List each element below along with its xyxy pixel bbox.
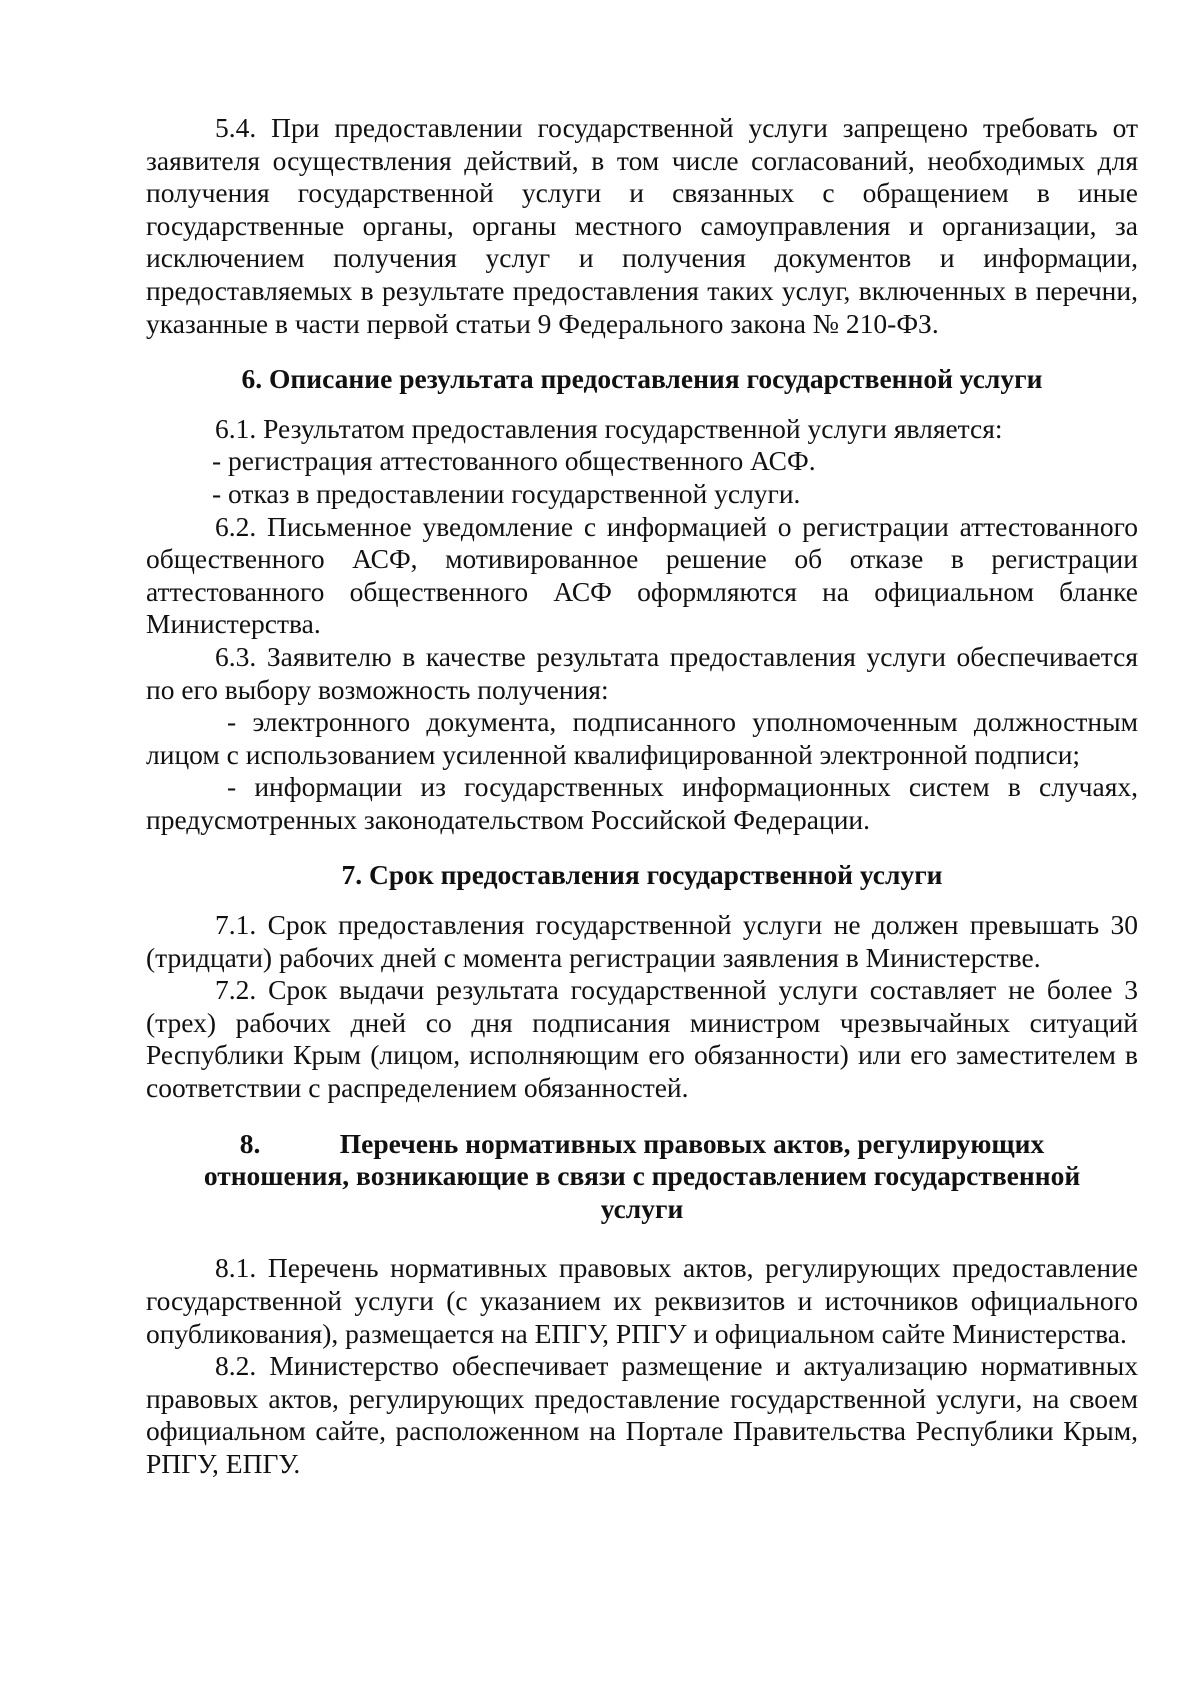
list-item-6-3-b: - информации из государственных информационных систем в случаях, предусмотренных законодательством Российской Федерации. <box>146 771 1138 835</box>
paragraph-6-2: 6.2. Письменное уведомление с информацией о регистрации аттестованного общественного АСФ, мотивированное решение об отказе в регистрации аттестованного общественного АСФ оформляются на официальном бланке Министерства. <box>146 510 1138 640</box>
list-item-6-3-a: - электронного документа, подписанного уполномоченным должностным лицом с использованием усиленной квалифицированной электронной подписи; <box>146 706 1138 770</box>
list-item-6-1-a: - регистрация аттестованного общественного АСФ. <box>212 445 816 477</box>
heading-section-8-text-1: Перечень нормативных правовых актов, регулирующих <box>339 1127 1045 1159</box>
heading-section-8-line3: услуги <box>600 1192 684 1224</box>
paragraph-6-1: 6.1. Результатом предоставления государственной услуги является: <box>215 412 1003 444</box>
paragraph-7-2: 7.2. Срок выдачи результата государственной услуги составляет не более 3 (трех) рабочих дней со дня подписания министром чрезвычайных ситуаций Республики Крым (лицом, исполняющим его обязанности) или его заместителем в соответствии с распределением обязанностей. <box>146 974 1138 1104</box>
paragraph-6-3: 6.3. Заявителю в качестве результата предоставления услуги обеспечивается по его выбору возможность получения: <box>146 640 1138 705</box>
heading-section-8-number: 8. <box>239 1127 261 1159</box>
paragraph-8-1: 8.1. Перечень нормативных правовых актов, регулирующих предоставление государственной услуги (с указанием их реквизитов и источников официального опубликования), размещается на ЕПГУ, РПГУ и официальном сайте Министерства. <box>146 1252 1138 1349</box>
heading-section-8 <box>146 1128 1138 1226</box>
list-item-6-1-b: - отказ в предоставлении государственной услуги. <box>212 477 801 509</box>
paragraph-8-2: 8.2. Министерство обеспечивает размещение и актуализацию нормативных правовых актов, регулирующих предоставление государственной услуги, на своем официальном сайте, расположенном на Портале Правительства Республики Крым, РПГУ, ЕПГУ. <box>146 1350 1138 1479</box>
document-page <box>146 112 1138 1481</box>
paragraph-7-1: 7.1. Срок предоставления государственной услуги не должен превышать 30 (тридцати) рабочих дней с момента регистрации заявления в Министерстве. <box>146 909 1138 973</box>
heading-section-6: 6. Описание результата предоставления государственной услуги <box>241 363 1043 395</box>
heading-section-8-line2: отношения, возникающие в связи с предоставлением государственной <box>203 1160 1081 1192</box>
paragraph-5-4: 5.4. При предоставлении государственной услуги запрещено требовать от заявителя осуществления действий, в том числе согласований, необходимых для получения государственной услуги и связанных с обращением в иные государственные органы, органы местного самоуправления и организации, за исключением получения услуг и получения документов и информации, предоставляемых в результате предоставления таких услуг, включенных в перечни, указанные в части первой статьи 9 Федерального закона № 210-ФЗ. <box>146 112 1138 339</box>
heading-section-7: 7. Срок предоставления государственной услуги <box>341 859 943 891</box>
heading-section-8-line1 <box>146 1128 1138 1161</box>
